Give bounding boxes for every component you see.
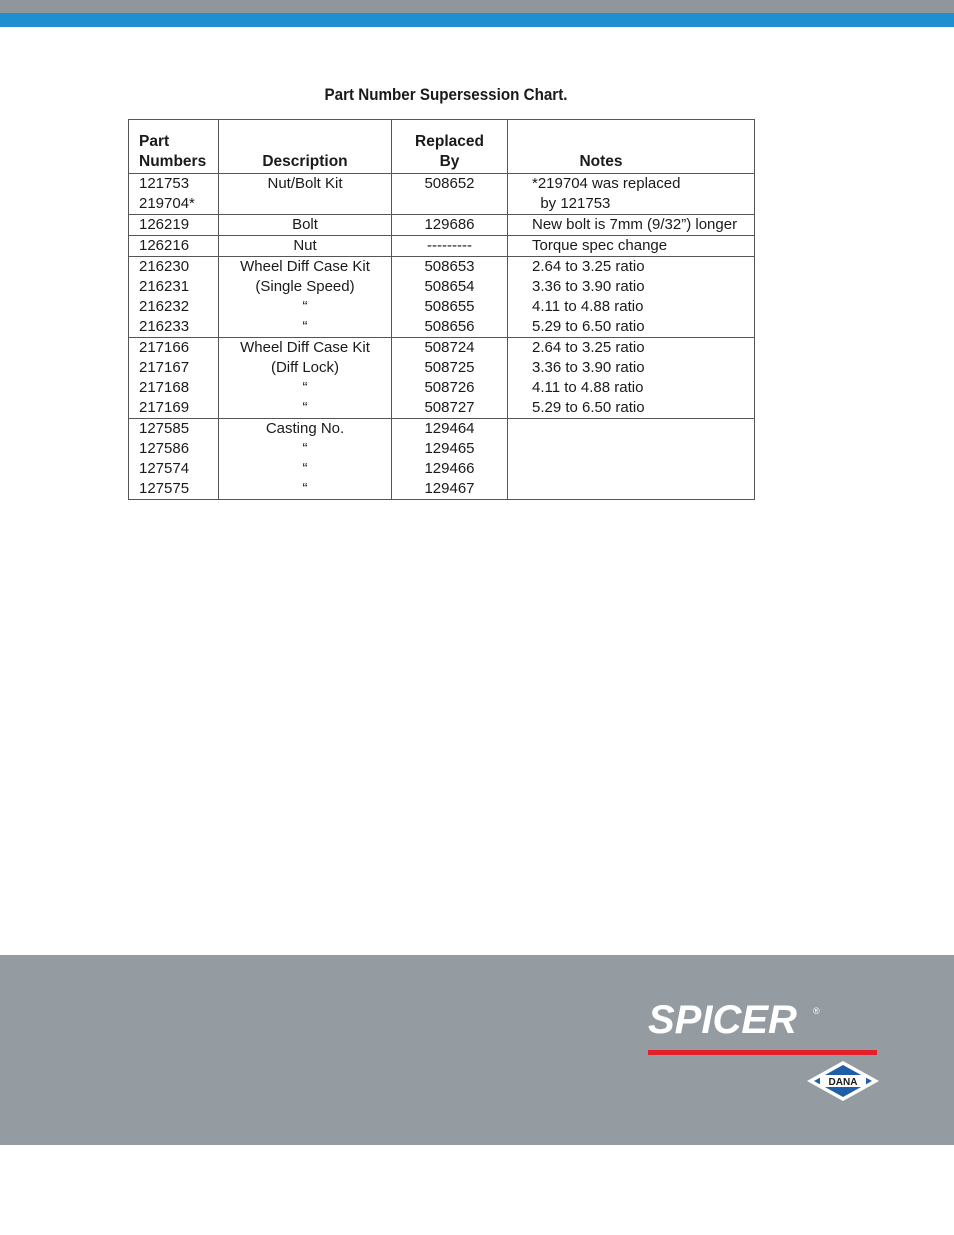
cell-description: “ xyxy=(219,479,392,500)
cell-replaced-by xyxy=(392,194,508,215)
cell-part-number: 216233 xyxy=(129,317,219,338)
spicer-logo: SPICER xyxy=(648,998,797,1042)
cell-description: Casting No. xyxy=(219,419,392,440)
cell-notes: 4.11 to 4.88 ratio xyxy=(508,297,755,317)
table-body xyxy=(129,174,755,500)
cell-replaced-by: 508653 xyxy=(392,257,508,278)
table-row xyxy=(129,338,755,359)
cell-notes xyxy=(508,479,755,500)
table-row xyxy=(129,317,755,338)
cell-replaced-by: 508726 xyxy=(392,378,508,398)
cell-description: “ xyxy=(219,378,392,398)
cell-replaced-by: 129466 xyxy=(392,459,508,479)
cell-description: Nut/Bolt Kit xyxy=(219,174,392,195)
cell-part-number: 126216 xyxy=(129,236,219,257)
cell-replaced-by: 129686 xyxy=(392,215,508,236)
cell-description: Nut xyxy=(219,236,392,257)
cell-notes: 5.29 to 6.50 ratio xyxy=(508,317,755,338)
cell-replaced-by: 508727 xyxy=(392,398,508,419)
header-blue-band xyxy=(0,13,954,27)
cell-description: (Diff Lock) xyxy=(219,358,392,378)
cell-part-number: 216232 xyxy=(129,297,219,317)
cell-description: (Single Speed) xyxy=(219,277,392,297)
cell-notes: by 121753 xyxy=(508,194,755,215)
cell-description: “ xyxy=(219,398,392,419)
table-row xyxy=(129,358,755,378)
dana-logo-icon xyxy=(806,1060,880,1102)
header-notes: Notes xyxy=(508,120,755,174)
cell-description xyxy=(219,194,392,215)
header-description: Description xyxy=(219,120,392,174)
cell-description: Wheel Diff Case Kit xyxy=(219,257,392,278)
table-row xyxy=(129,479,755,500)
table-row xyxy=(129,257,755,278)
cell-notes: New bolt is 7mm (9/32”) longer xyxy=(508,215,755,236)
cell-notes: 3.36 to 3.90 ratio xyxy=(508,277,755,297)
cell-part-number: 216231 xyxy=(129,277,219,297)
supersession-table xyxy=(128,119,755,500)
cell-replaced-by: 129467 xyxy=(392,479,508,500)
cell-replaced-by: 508652 xyxy=(392,174,508,195)
table-row xyxy=(129,398,755,419)
registered-mark: ® xyxy=(813,1006,820,1016)
cell-notes: 2.64 to 3.25 ratio xyxy=(508,257,755,278)
table-header-row xyxy=(129,120,755,174)
table-row xyxy=(129,174,755,195)
cell-part-number: 217166 xyxy=(129,338,219,359)
cell-notes: 4.11 to 4.88 ratio xyxy=(508,378,755,398)
header-part-numbers: Part Numbers xyxy=(129,120,219,174)
cell-notes: 5.29 to 6.50 ratio xyxy=(508,398,755,419)
brand-red-rule xyxy=(648,1050,877,1055)
cell-replaced-by: 508654 xyxy=(392,277,508,297)
cell-notes xyxy=(508,419,755,440)
header-gray-band xyxy=(0,0,954,13)
cell-replaced-by: --------- xyxy=(392,236,508,257)
cell-part-number: 121753 xyxy=(129,174,219,195)
table-row xyxy=(129,194,755,215)
table-row xyxy=(129,215,755,236)
cell-description: “ xyxy=(219,297,392,317)
chart-title: Part Number Supersession Chart. xyxy=(324,86,568,104)
cell-replaced-by: 129464 xyxy=(392,419,508,440)
table-row xyxy=(129,459,755,479)
table-row xyxy=(129,236,755,257)
cell-part-number: 216230 xyxy=(129,257,219,278)
cell-part-number: 127586 xyxy=(129,439,219,459)
cell-replaced-by: 129465 xyxy=(392,439,508,459)
cell-notes xyxy=(508,439,755,459)
cell-part-number: 217167 xyxy=(129,358,219,378)
cell-part-number: 219704* xyxy=(129,194,219,215)
cell-part-number: 126219 xyxy=(129,215,219,236)
cell-part-number: 127574 xyxy=(129,459,219,479)
cell-replaced-by: 508724 xyxy=(392,338,508,359)
cell-notes: 2.64 to 3.25 ratio xyxy=(508,338,755,359)
cell-description: “ xyxy=(219,439,392,459)
cell-notes xyxy=(508,459,755,479)
table-row xyxy=(129,419,755,440)
cell-replaced-by: 508655 xyxy=(392,297,508,317)
cell-part-number: 217168 xyxy=(129,378,219,398)
table-row xyxy=(129,297,755,317)
table-row xyxy=(129,378,755,398)
cell-part-number: 127575 xyxy=(129,479,219,500)
cell-replaced-by: 508656 xyxy=(392,317,508,338)
cell-part-number: 217169 xyxy=(129,398,219,419)
cell-description: “ xyxy=(219,459,392,479)
cell-description: “ xyxy=(219,317,392,338)
cell-replaced-by: 508725 xyxy=(392,358,508,378)
cell-part-number: 127585 xyxy=(129,419,219,440)
cell-notes: *219704 was replaced xyxy=(508,174,755,195)
table-row xyxy=(129,277,755,297)
cell-notes: Torque spec change xyxy=(508,236,755,257)
dana-logo-text: DANA xyxy=(828,1077,858,1088)
header-replaced-by: Replaced By xyxy=(392,120,508,174)
cell-notes: 3.36 to 3.90 ratio xyxy=(508,358,755,378)
cell-description: Wheel Diff Case Kit xyxy=(219,338,392,359)
table-row xyxy=(129,439,755,459)
cell-description: Bolt xyxy=(219,215,392,236)
